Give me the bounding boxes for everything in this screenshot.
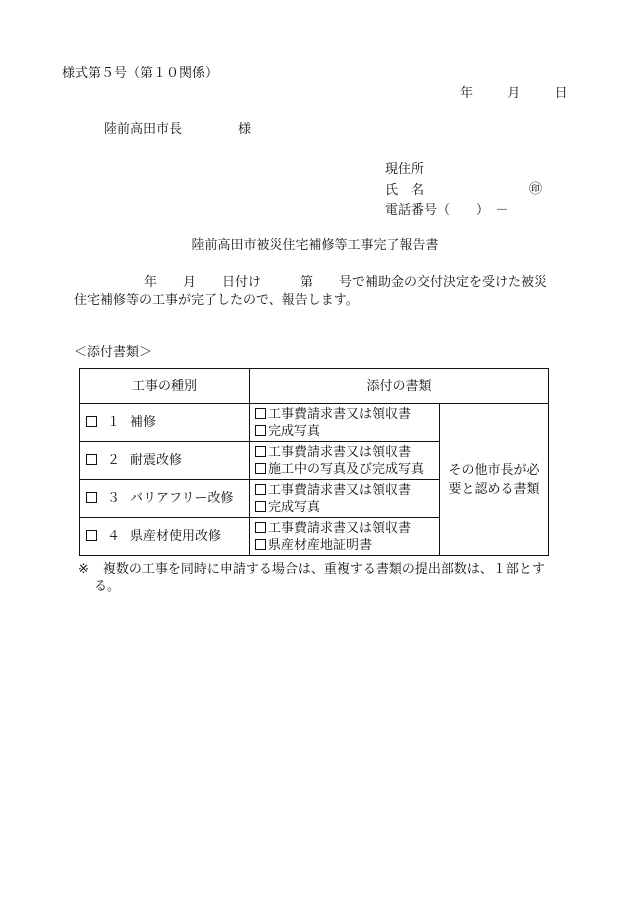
doc-label: 施工中の写真及び完成写真 xyxy=(268,461,425,477)
other-docs-line2: 要と認める書類 xyxy=(448,481,540,497)
doc-label: 工事費請求書又は領収書 xyxy=(268,482,412,498)
date-day: 日 xyxy=(554,86,568,101)
row-number: １ xyxy=(107,415,121,430)
phone-label: 電話番号（ ） － xyxy=(385,203,509,218)
address-label: 現住所 xyxy=(385,162,425,177)
doc-label: 県産材産地証明書 xyxy=(268,537,373,553)
work-type-repair xyxy=(80,404,250,442)
checkbox[interactable] xyxy=(86,492,97,503)
work-type-local-timber xyxy=(80,518,250,556)
checkbox[interactable] xyxy=(255,408,266,419)
document-title: 陸前高田市被災住宅補修等工事完了報告書 xyxy=(191,238,439,253)
form-number: 様式第５号（第１０関係） xyxy=(62,66,219,81)
note-line1: 複数の工事を同時に申請する場合は、重複する書類の提出部数は、１部とす xyxy=(102,562,545,577)
note-line2: る。 xyxy=(94,579,121,594)
report-body-line1: 年 月 日付け 第 号で補助金の交付決定を受けた被災 xyxy=(144,275,548,290)
doc-label: 工事費請求書又は領収書 xyxy=(268,444,412,460)
checkbox[interactable] xyxy=(255,463,266,474)
work-type-label: 県産材使用改修 xyxy=(130,529,222,544)
work-type-barrier-free xyxy=(80,480,250,518)
doc-label: 完成写真 xyxy=(268,499,321,515)
report-body-line2: 住宅補修等の工事が完了したので、報告します。 xyxy=(74,293,359,308)
doc-label: 工事費請求書又は領収書 xyxy=(268,406,412,422)
report-body xyxy=(74,274,574,310)
applicant-block xyxy=(385,160,543,222)
date-year: 年 xyxy=(460,86,474,101)
checkbox[interactable] xyxy=(86,530,97,541)
checkbox[interactable] xyxy=(255,522,266,533)
table-header-row xyxy=(80,369,549,404)
date-month: 月 xyxy=(507,86,521,101)
header-attached-docs: 添付の書類 xyxy=(250,369,549,404)
work-type-label: 補修 xyxy=(130,415,157,430)
checkbox[interactable] xyxy=(255,425,266,436)
checkbox[interactable] xyxy=(86,454,97,465)
header-work-type: 工事の種別 xyxy=(80,369,250,404)
attached-docs xyxy=(250,404,440,442)
work-type-label: バリアフリー改修 xyxy=(130,491,234,506)
attached-docs xyxy=(250,442,440,480)
checkbox[interactable] xyxy=(255,446,266,457)
doc-label: 完成写真 xyxy=(268,423,321,439)
checkbox[interactable] xyxy=(255,501,266,512)
checkbox[interactable] xyxy=(255,484,266,495)
attachments-heading: ＜添付書類＞ xyxy=(74,345,153,360)
work-type-label: 耐震改修 xyxy=(130,453,183,468)
work-type-seismic xyxy=(80,442,250,480)
other-docs-line1: その他市長が必 xyxy=(448,462,540,478)
checkbox[interactable] xyxy=(86,416,97,427)
checkbox[interactable] xyxy=(255,539,266,550)
row-number: ４ xyxy=(107,529,121,544)
note-mark: ※ xyxy=(78,562,89,577)
attached-docs xyxy=(250,518,440,556)
other-docs-cell xyxy=(440,404,549,556)
addressee-name: 陸前高田市長 xyxy=(104,122,183,137)
date-line xyxy=(460,87,568,100)
addressee-honorific: 様 xyxy=(238,122,252,137)
row-number: ３ xyxy=(107,491,121,506)
doc-label: 工事費請求書又は領収書 xyxy=(268,520,412,536)
attachments-table xyxy=(79,368,549,556)
table-row xyxy=(80,404,549,442)
addressee xyxy=(104,123,251,136)
footnote xyxy=(78,561,578,595)
attached-docs xyxy=(250,480,440,518)
seal-mark: ㊞ xyxy=(529,182,543,197)
row-number: ２ xyxy=(107,453,121,468)
name-label: 氏 名 xyxy=(385,182,425,198)
